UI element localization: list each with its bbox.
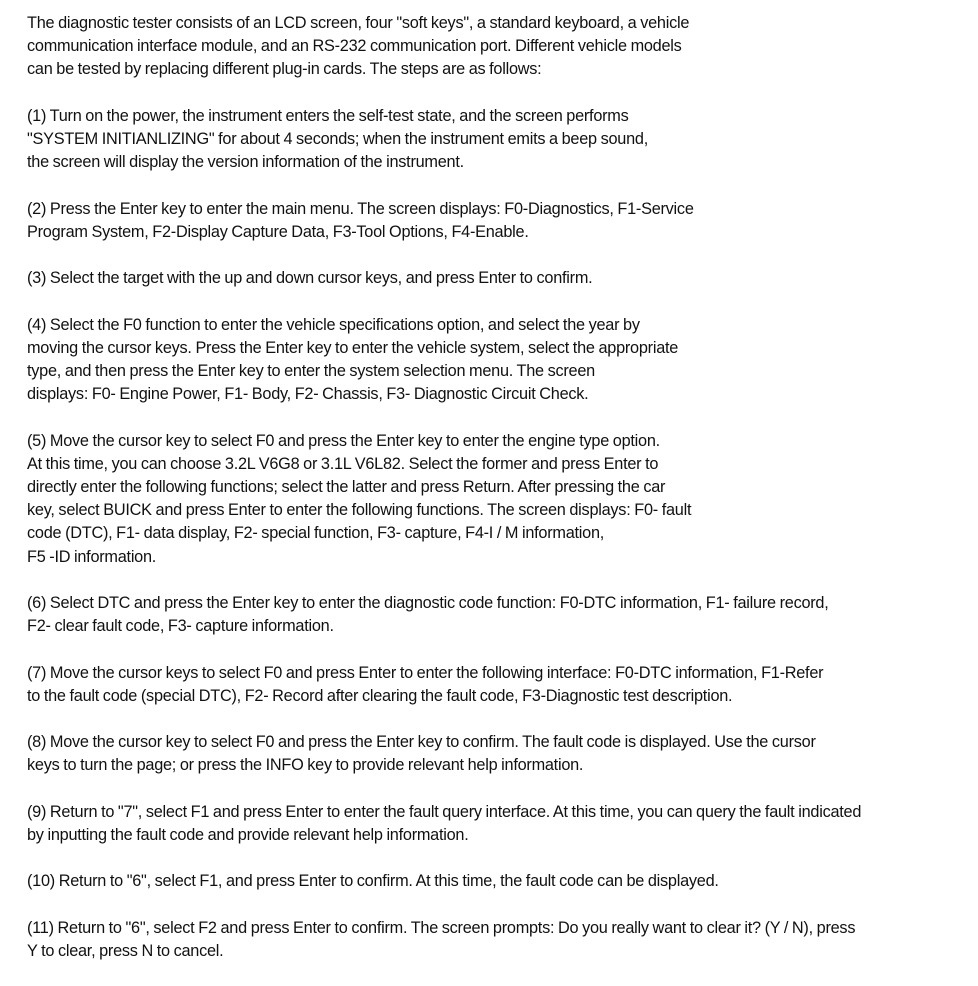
text-line: At this time, you can choose 3.2L V6G8 or 3.1L V6L82. Select the former and press Enter to — [27, 454, 659, 473]
step-paragraph-step-11 — [27, 917, 967, 963]
document-page — [27, 12, 967, 986]
text-line: code (DTC), F1- data display, F2- special function, F3- capture, F4-I / M information, — [27, 524, 605, 543]
step-paragraph-step-1 — [27, 105, 967, 175]
step-paragraph-step-9 — [27, 801, 967, 847]
step-paragraph-step-7 — [27, 662, 967, 708]
text-line: type, and then press the Enter key to enter the system selection menu. The screen — [27, 361, 595, 380]
step-paragraph-step-3 — [27, 267, 967, 290]
text-line: F2- clear fault code, F3- capture information. — [27, 617, 334, 636]
step-paragraph-step-6 — [27, 592, 967, 638]
step-paragraph-step-10 — [27, 870, 967, 893]
text-line: (3) Select the target with the up and down cursor keys, and press Enter to confirm. — [27, 269, 593, 288]
text-line: (9) Return to "7", select F1 and press Enter to enter the fault query interface. At this time, you can query the fault indicated — [27, 802, 862, 821]
text-line: (7) Move the cursor keys to select F0 and press Enter to enter the following interface: F0-DTC information, F1-Refer — [27, 663, 824, 682]
text-line: (2) Press the Enter key to enter the main menu. The screen displays: F0-Diagnostics, F1-Service — [27, 199, 694, 218]
text-line: The diagnostic tester consists of an LCD screen, four "soft keys", a standard keyboard, a vehicle — [27, 14, 690, 32]
text-line: F5 -ID information. — [27, 547, 157, 566]
text-line: displays: F0- Engine Power, F1- Body, F2- Chassis, F3- Diagnostic Circuit Check. — [27, 385, 589, 404]
text-line: (11) Return to "6", select F2 and press Enter to confirm. The screen prompts: Do you really want to clear it? (Y / N), press — [27, 918, 856, 937]
text-line: "SYSTEM INITIANLIZING" for about 4 seconds; when the instrument emits a beep sound, — [27, 130, 648, 148]
text-line: to the fault code (special DTC), F2- Record after clearing the fault code, F3-Diagnostic test description. — [27, 686, 733, 705]
step-paragraph-step-2 — [27, 198, 967, 244]
text-line: (8) Move the cursor key to select F0 and press the Enter key to confirm. The fault code is displayed. Use the cursor — [27, 733, 816, 752]
text-line: can be tested by replacing different plug-in cards. The steps are as follows: — [27, 60, 542, 79]
text-line: moving the cursor keys. Press the Enter key to enter the vehicle system, select the appropriate — [27, 338, 679, 357]
intro-paragraph — [27, 12, 967, 82]
text-line: (6) Select DTC and press the Enter key to enter the diagnostic code function: F0-DTC information, F1- failure record, — [27, 593, 829, 612]
text-line: (4) Select the F0 function to enter the vehicle specifications option, and select the year by — [27, 315, 640, 334]
text-line: (10) Return to "6", select F1, and press Enter to confirm. At this time, the fault code can be displayed. — [27, 872, 719, 891]
text-line: directly enter the following functions; select the latter and press Return. After pressing the car — [27, 477, 666, 496]
text-line: Y to clear, press N to cancel. — [27, 941, 224, 960]
text-line: by inputting the fault code and provide relevant help information. — [27, 825, 469, 844]
text-line: Program System, F2-Display Capture Data, F3-Tool Options, F4-Enable. — [27, 222, 529, 241]
text-line: key, select BUICK and press Enter to enter the following functions. The screen displays: F0- fault — [27, 501, 692, 520]
text-line: the screen will display the version information of the instrument. — [27, 153, 464, 172]
text-line: (5) Move the cursor key to select F0 and press the Enter key to enter the engine type option. — [27, 431, 660, 450]
step-paragraph-step-4 — [27, 314, 967, 407]
text-line: keys to turn the page; or press the INFO key to provide relevant help information. — [27, 756, 584, 775]
step-paragraph-step-8 — [27, 731, 967, 777]
step-paragraph-step-5 — [27, 430, 967, 569]
document-body — [27, 12, 967, 963]
text-line: (1) Turn on the power, the instrument enters the self-test state, and the screen performs — [27, 106, 629, 125]
text-line: communication interface module, and an RS-232 communication port. Different vehicle models — [27, 37, 682, 56]
